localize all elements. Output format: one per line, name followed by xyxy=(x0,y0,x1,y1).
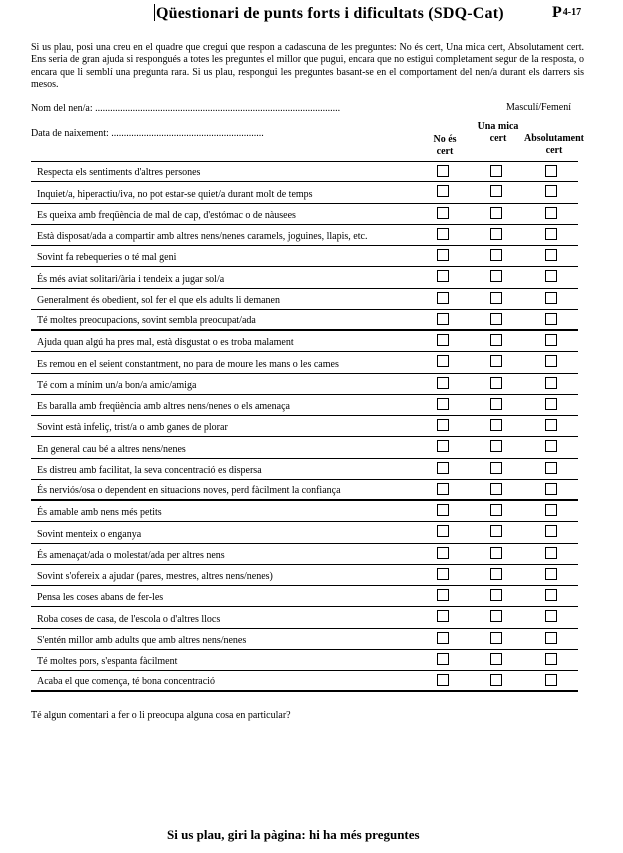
checkbox-somewhat-true[interactable] xyxy=(490,249,502,261)
checkbox-certainly-true[interactable] xyxy=(545,632,557,644)
question-text: Té moltes preocupacions, sovint sembla preocupat/ada xyxy=(37,315,256,326)
question-text: En general cau bé a altres nens/nenes xyxy=(37,443,186,455)
checkbox-certainly-true[interactable] xyxy=(545,653,557,665)
age-range: 4-17 xyxy=(562,7,582,18)
question-row xyxy=(31,416,578,437)
question-row xyxy=(31,522,578,543)
checkbox-somewhat-true[interactable] xyxy=(490,185,502,197)
checkbox-certainly-true[interactable] xyxy=(545,568,557,580)
instructions-paragraph: Si us plau, posi una creu en el quadre que cregui que respon a cadascuna de les preguntes: No és cert, Una mica cert, Absolutament cert. Ens seria de gran ajuda si respongués a totes les preguntes el millor que pugui, encara que no estigui completament segur de la resposta, o encara que li semblí una pregunta rara. Si us plau, respongui les preguntes basant-se en el comportament del nen/a durant els darrers sis mesos. xyxy=(31,42,584,90)
column-header-certainly-true: Absolutament cert xyxy=(523,133,584,156)
question-row xyxy=(31,310,578,331)
question-text: És nerviós/osa o dependent en situacions noves, perd fàcilment la confiança xyxy=(37,485,341,496)
question-text: Es queixa amb freqüència de mal de cap, d'estómac o de nàusees xyxy=(37,209,296,221)
checkbox-not-true[interactable] xyxy=(437,483,449,495)
question-text: És amable amb nens més petits xyxy=(37,507,162,519)
question-list xyxy=(31,161,578,692)
checkbox-not-true[interactable] xyxy=(437,207,449,219)
checkbox-certainly-true[interactable] xyxy=(545,398,557,410)
question-text: Està disposat/ada a compartir amb altres nens/nenes caramels, joguines, llapis, etc. xyxy=(37,231,368,242)
checkbox-not-true[interactable] xyxy=(437,165,449,177)
checkbox-not-true[interactable] xyxy=(437,185,449,197)
checkbox-somewhat-true[interactable] xyxy=(490,504,502,516)
question-text: Es distreu amb facilitat, la seva concentració es dispersa xyxy=(37,464,262,476)
question-text: Sovint està infeliç, trist/a o amb ganes de plorar xyxy=(37,422,228,434)
birth-date-field[interactable]: Data de naixement: ............................................................. xyxy=(31,128,264,139)
question-row xyxy=(31,182,578,203)
checkbox-certainly-true[interactable] xyxy=(545,504,557,516)
checkbox-somewhat-true[interactable] xyxy=(490,270,502,282)
child-name-field[interactable]: Nom del nen/a: .................................................................................................. xyxy=(31,103,341,114)
checkbox-not-true[interactable] xyxy=(437,313,449,325)
question-row xyxy=(31,586,578,607)
question-text: És més aviat solitari/ària i tendeix a jugar sol/a xyxy=(37,273,225,285)
question-row xyxy=(31,459,578,480)
checkbox-not-true[interactable] xyxy=(437,610,449,622)
checkbox-not-true[interactable] xyxy=(437,228,449,240)
question-row xyxy=(31,480,578,501)
checkbox-certainly-true[interactable] xyxy=(545,207,557,219)
question-row xyxy=(31,352,578,373)
checkbox-somewhat-true[interactable] xyxy=(490,674,502,686)
checkbox-certainly-true[interactable] xyxy=(545,185,557,197)
checkbox-certainly-true[interactable] xyxy=(545,292,557,304)
checkbox-somewhat-true[interactable] xyxy=(490,440,502,452)
checkbox-certainly-true[interactable] xyxy=(545,610,557,622)
checkbox-somewhat-true[interactable] xyxy=(490,653,502,665)
page-title xyxy=(154,4,504,23)
checkbox-somewhat-true[interactable] xyxy=(490,313,502,325)
checkbox-certainly-true[interactable] xyxy=(545,589,557,601)
question-text: És amenaçat/ada o molestat/ada per altres nens xyxy=(37,549,225,561)
checkbox-certainly-true[interactable] xyxy=(545,334,557,346)
question-row xyxy=(31,374,578,395)
question-text: Roba coses de casa, de l'escola o d'altres llocs xyxy=(37,613,221,625)
question-row xyxy=(31,544,578,565)
question-text: Generalment és obedient, sol fer el que els adults li demanen xyxy=(37,294,280,306)
checkbox-not-true[interactable] xyxy=(437,568,449,580)
question-row xyxy=(31,331,578,352)
checkbox-certainly-true[interactable] xyxy=(545,270,557,282)
checkbox-not-true[interactable] xyxy=(437,419,449,431)
question-text: Respecta els sentiments d'altres persones xyxy=(37,167,201,179)
checkbox-certainly-true[interactable] xyxy=(545,249,557,261)
checkbox-certainly-true[interactable] xyxy=(545,419,557,431)
form-code xyxy=(552,4,581,22)
checkbox-not-true[interactable] xyxy=(437,547,449,559)
checkbox-not-true[interactable] xyxy=(437,674,449,686)
comment-prompt: Té algun comentari a fer o li preocupa alguna cosa en particular? xyxy=(31,710,291,721)
checkbox-certainly-true[interactable] xyxy=(545,462,557,474)
question-row xyxy=(31,565,578,586)
question-row xyxy=(31,395,578,416)
question-text: Sovint fa rebequeries o té mal geni xyxy=(37,252,177,264)
question-text: Sovint menteix o enganya xyxy=(37,528,142,540)
checkbox-not-true[interactable] xyxy=(437,525,449,537)
question-text: Ajuda quan algú ha pres mal, està disgustat o es troba malament xyxy=(37,337,294,349)
checkbox-somewhat-true[interactable] xyxy=(490,334,502,346)
question-row xyxy=(31,501,578,522)
checkbox-certainly-true[interactable] xyxy=(545,525,557,537)
checkbox-not-true[interactable] xyxy=(437,504,449,516)
checkbox-not-true[interactable] xyxy=(437,355,449,367)
question-row xyxy=(31,225,578,246)
question-text: Sovint s'ofereix a ajudar (pares, mestres, altres nens/nenes) xyxy=(37,571,273,582)
question-row xyxy=(31,161,578,182)
column-header-not-true: No és cert xyxy=(433,134,457,157)
checkbox-not-true[interactable] xyxy=(437,653,449,665)
checkbox-certainly-true[interactable] xyxy=(545,440,557,452)
question-row xyxy=(31,671,578,692)
question-text: Acaba el que comença, té bona concentració xyxy=(37,676,215,688)
checkbox-not-true[interactable] xyxy=(437,398,449,410)
question-row xyxy=(31,437,578,458)
sex-field[interactable]: Masculí/Femení xyxy=(506,102,571,113)
checkbox-certainly-true[interactable] xyxy=(545,313,557,325)
checkbox-not-true[interactable] xyxy=(437,292,449,304)
question-text: Pensa les coses abans de fer-les xyxy=(37,592,164,604)
text-cursor xyxy=(154,4,155,21)
question-text: S'entén millor amb adults que amb altres nens/nenes xyxy=(37,634,247,646)
checkbox-certainly-true[interactable] xyxy=(545,165,557,177)
question-row xyxy=(31,246,578,267)
question-text: Té com a mínim un/a bon/a amic/amiga xyxy=(37,379,197,391)
checkbox-somewhat-true[interactable] xyxy=(490,610,502,622)
question-row xyxy=(31,267,578,288)
checkbox-certainly-true[interactable] xyxy=(545,377,557,389)
question-row xyxy=(31,607,578,628)
checkbox-certainly-true[interactable] xyxy=(545,674,557,686)
checkbox-somewhat-true[interactable] xyxy=(490,525,502,537)
checkbox-somewhat-true[interactable] xyxy=(490,207,502,219)
checkbox-somewhat-true[interactable] xyxy=(490,292,502,304)
checkbox-somewhat-true[interactable] xyxy=(490,419,502,431)
checkbox-certainly-true[interactable] xyxy=(545,483,557,495)
footer-note: Si us plau, giri la pàgina: hi ha més preguntes xyxy=(167,827,420,842)
checkbox-not-true[interactable] xyxy=(437,334,449,346)
checkbox-somewhat-true[interactable] xyxy=(490,355,502,367)
question-text: Té moltes pors, s'espanta fàcilment xyxy=(37,656,178,667)
checkbox-somewhat-true[interactable] xyxy=(490,589,502,601)
question-text: Inquiet/a, hiperactiu/iva, no pot estar-se quiet/a durant molt de temps xyxy=(37,188,313,200)
column-header-somewhat-true: Una mica cert xyxy=(477,121,519,144)
checkbox-not-true[interactable] xyxy=(437,377,449,389)
checkbox-not-true[interactable] xyxy=(437,462,449,474)
checkbox-somewhat-true[interactable] xyxy=(490,165,502,177)
checkbox-not-true[interactable] xyxy=(437,589,449,601)
checkbox-certainly-true[interactable] xyxy=(545,228,557,240)
checkbox-somewhat-true[interactable] xyxy=(490,632,502,644)
checkbox-not-true[interactable] xyxy=(437,632,449,644)
checkbox-somewhat-true[interactable] xyxy=(490,398,502,410)
checkbox-somewhat-true[interactable] xyxy=(490,483,502,495)
checkbox-somewhat-true[interactable] xyxy=(490,568,502,580)
checkbox-somewhat-true[interactable] xyxy=(490,547,502,559)
checkbox-somewhat-true[interactable] xyxy=(490,377,502,389)
checkbox-certainly-true[interactable] xyxy=(545,355,557,367)
checkbox-certainly-true[interactable] xyxy=(545,547,557,559)
question-row xyxy=(31,650,578,671)
question-row xyxy=(31,629,578,650)
title-text: Qüestionari de punts forts i dificultats (SDQ-Cat) xyxy=(156,5,504,22)
question-text: Es remou en el seient constantment, no para de moure les mans o les cames xyxy=(37,358,339,370)
form-letter: P xyxy=(552,4,562,21)
checkbox-not-true[interactable] xyxy=(437,270,449,282)
checkbox-not-true[interactable] xyxy=(437,249,449,261)
question-row xyxy=(31,289,578,310)
question-text: Es baralla amb freqüència amb altres nens/nenes o els amenaça xyxy=(37,401,290,412)
question-row xyxy=(31,204,578,225)
checkbox-somewhat-true[interactable] xyxy=(490,462,502,474)
checkbox-somewhat-true[interactable] xyxy=(490,228,502,240)
checkbox-not-true[interactable] xyxy=(437,440,449,452)
